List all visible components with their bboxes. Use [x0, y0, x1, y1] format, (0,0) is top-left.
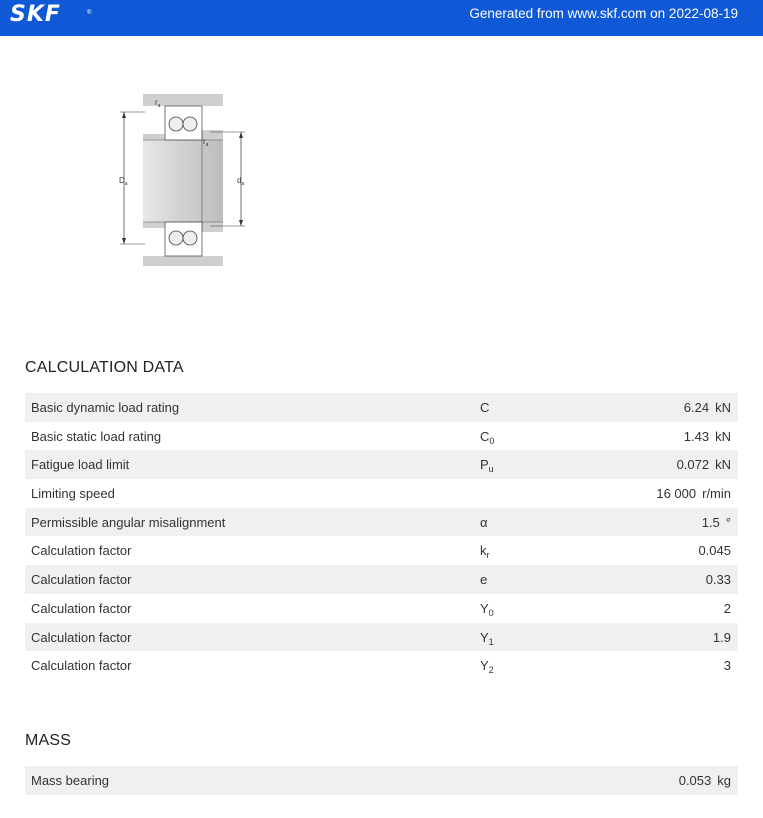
row-value: 16 000 r/min: [656, 486, 731, 502]
row-unit: r/min: [702, 486, 731, 502]
row-label: Basic dynamic load rating: [31, 400, 180, 415]
svg-text:ra: $r_a$: [203, 137, 209, 148]
row-value: 0.072 kN: [676, 457, 731, 473]
table-row: [25, 536, 738, 565]
skf-logo[interactable]: SKF: [10, 2, 61, 27]
row-value: 3: [723, 658, 731, 674]
table-row: [25, 450, 738, 479]
Da-label: D: [119, 176, 125, 185]
row-symbol: $k_r$: [480, 543, 490, 561]
table-row: [25, 508, 738, 537]
row-symbol: e: [480, 572, 488, 588]
mass-table: [25, 766, 738, 795]
ra-top-label: r: [155, 98, 158, 107]
row-unit: kN: [715, 400, 731, 415]
row-label: Basic static load rating: [31, 428, 162, 444]
ra-side-label: r: [203, 137, 206, 146]
row-value: 1.5 °: [701, 514, 731, 530]
row-value: 1.9: [712, 629, 731, 645]
row-value: 0.045: [698, 543, 731, 559]
table-row: [25, 623, 738, 652]
row-value: 6.24 kN: [683, 400, 731, 415]
table-row: [25, 766, 738, 795]
row-label: Calculation factor: [31, 658, 132, 674]
table-row: [25, 422, 738, 451]
row-label: Mass bearing: [31, 773, 110, 788]
calculation-data-title: CALCULATION DATA: [25, 359, 184, 376]
svg-text:ra: $r_a$: [155, 98, 161, 109]
table-row: [25, 651, 738, 680]
row-value: 0.053 kg: [678, 773, 731, 788]
registered-mark: ®: [87, 10, 92, 16]
row-symbol: $C_0$: [480, 428, 495, 446]
row-label: Calculation factor: [31, 543, 132, 559]
table-row: [25, 393, 738, 422]
row-value: 2: [723, 600, 731, 616]
row-value: 1.43 kN: [683, 428, 731, 444]
row-unit: kN: [715, 457, 731, 473]
row-label: Fatigue load limit: [31, 457, 130, 473]
svg-text:da: $d_a$: [237, 176, 245, 187]
row-unit: °: [725, 514, 731, 530]
header-bar: [0, 0, 763, 36]
row-symbol: C: [480, 400, 490, 415]
row-label: Calculation factor: [31, 572, 132, 588]
row-value: 0.33: [705, 572, 731, 588]
generated-note: Generated from www.skf.com on 2022-08-19: [469, 6, 738, 21]
row-unit: kg: [717, 773, 731, 788]
row-unit: kN: [715, 428, 731, 444]
table-row: [25, 479, 738, 508]
row-label: Permissible angular misalignment: [31, 514, 226, 530]
bearing-drawing: [110, 92, 260, 272]
row-label: Limiting speed: [31, 486, 115, 502]
row-symbol: $P_u$: [480, 457, 494, 475]
row-symbol: $Y_2$: [480, 658, 494, 676]
row-symbol: α: [480, 514, 488, 530]
svg-text:Da: $D_a$: [119, 176, 128, 187]
row-label: Calculation factor: [31, 600, 132, 616]
table-row: [25, 565, 738, 594]
row-label: Calculation factor: [31, 629, 132, 645]
table-row: [25, 594, 738, 623]
row-symbol: $Y_1$: [480, 629, 494, 647]
calculation-table: [25, 393, 738, 680]
row-symbol: $Y_0$: [480, 600, 494, 618]
mass-title: MASS: [25, 732, 72, 749]
da-label: d: [237, 176, 242, 185]
